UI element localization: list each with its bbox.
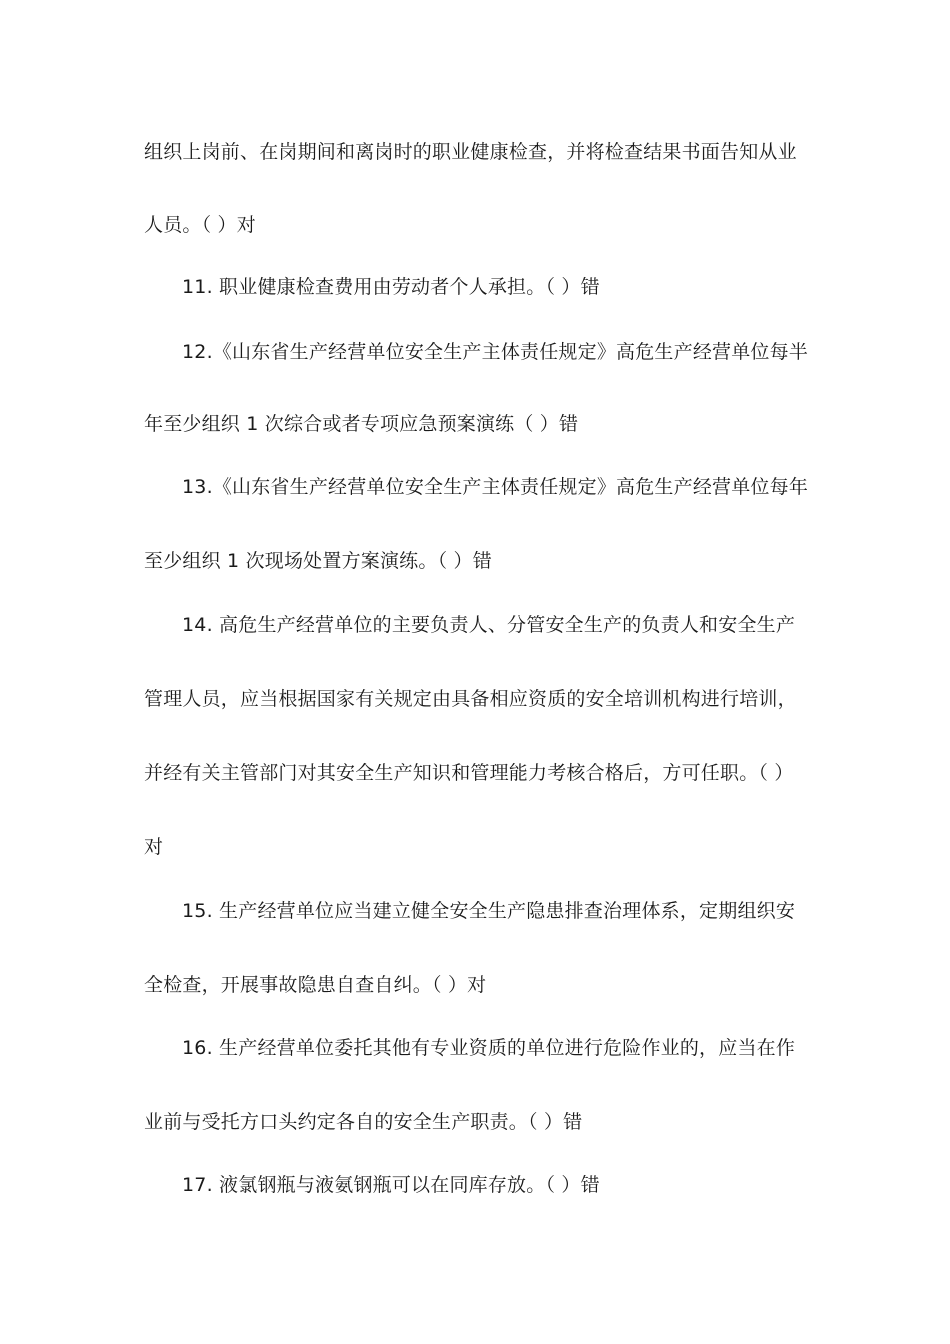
question-17: 17. 液氯钢瓶与液氨钢瓶可以在同库存放。（ ）错: [182, 1174, 600, 1196]
question-15-line-2: 全检查，开展事故隐患自查自纠。（ ）对: [144, 974, 487, 996]
question-14-line-2: 管理人员，应当根据国家有关规定由具备相应资质的安全培训机构进行培训，: [144, 688, 797, 710]
question-16-line-1: 16. 生产经营单位委托其他有专业资质的单位进行危险作业的，应当在作: [182, 1037, 796, 1059]
q10-line-2: 组织上岗前、在岗期间和离岗时的职业健康检查，并将检查结果书面告知从业: [144, 141, 797, 163]
question-14-answer: 对: [144, 836, 164, 858]
question-12-line-1: 12.《山东省生产经营单位安全生产主体责任规定》高危生产经营单位每半: [182, 341, 809, 363]
question-13-line-1: 13.《山东省生产经营单位安全生产主体责任规定》高危生产经营单位每年: [182, 476, 809, 498]
q10-line-3: 人员。（ ）对: [144, 214, 256, 236]
question-11: 11. 职业健康检查费用由劳动者个人承担。（ ）错: [182, 276, 600, 298]
question-14-line-3: 并经有关主管部门对其安全生产知识和管理能力考核合格后，方可任职。（ ）: [144, 762, 794, 784]
question-14-line-1: 14. 高危生产经营单位的主要负责人、分管安全生产的负责人和安全生产: [182, 614, 796, 636]
question-13-line-2: 至少组织 1 次现场处置方案演练。（ ）错: [144, 550, 492, 572]
question-16-line-2: 业前与受托方口头约定各自的安全生产职责。（ ）错: [144, 1111, 583, 1133]
question-15-line-1: 15. 生产经营单位应当建立健全安全生产隐患排查治理体系，定期组织安: [182, 900, 796, 922]
question-12-line-2: 年至少组织 1 次综合或者专项应急预案演练（ ）错: [144, 413, 579, 435]
